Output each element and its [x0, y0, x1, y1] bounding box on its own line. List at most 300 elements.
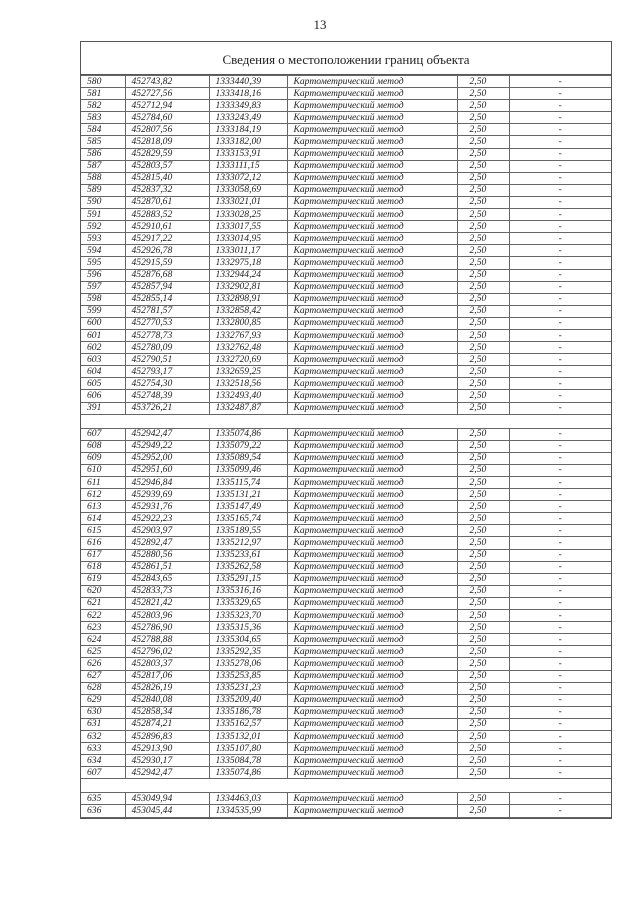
table-row — [81, 755, 611, 767]
description-cell: - — [509, 148, 611, 160]
method-cell: Картометрический метод — [287, 634, 457, 646]
x-coordinate-cell: 452778,73 — [125, 329, 209, 341]
x-coordinate-cell: 452803,96 — [125, 610, 209, 622]
y-coordinate-cell: 1333014,95 — [209, 233, 287, 245]
accuracy-cell: 2,50 — [457, 549, 509, 561]
x-coordinate-cell: 452712,94 — [125, 100, 209, 112]
accuracy-cell: 2,50 — [457, 342, 509, 354]
table-row — [81, 513, 611, 525]
method-cell: Картометрический метод — [287, 706, 457, 718]
point-number-cell: 614 — [81, 513, 125, 525]
table-row — [81, 305, 611, 317]
table-row — [81, 561, 611, 573]
x-coordinate-cell: 453045,44 — [125, 805, 209, 817]
method-cell: Картометрический метод — [287, 136, 457, 148]
point-number-cell: 609 — [81, 452, 125, 464]
x-coordinate-cell: 452857,94 — [125, 281, 209, 293]
accuracy-cell: 2,50 — [457, 793, 509, 805]
point-number-cell: 583 — [81, 112, 125, 124]
table-row — [81, 597, 611, 609]
point-number-cell: 581 — [81, 88, 125, 100]
table-row — [81, 501, 611, 513]
accuracy-cell: 2,50 — [457, 573, 509, 585]
y-coordinate-cell: 1332518,56 — [209, 378, 287, 390]
table-row — [81, 196, 611, 208]
accuracy-cell: 2,50 — [457, 610, 509, 622]
method-cell: Картометрический метод — [287, 148, 457, 160]
point-number-cell: 610 — [81, 464, 125, 476]
method-cell: Картометрический метод — [287, 257, 457, 269]
point-number-cell: 606 — [81, 390, 125, 402]
y-coordinate-cell: 1335186,78 — [209, 706, 287, 718]
y-coordinate-cell: 1335084,78 — [209, 755, 287, 767]
point-number-cell: 587 — [81, 160, 125, 172]
accuracy-cell: 2,50 — [457, 184, 509, 196]
accuracy-cell: 2,50 — [457, 755, 509, 767]
point-number-cell: 595 — [81, 257, 125, 269]
description-cell: - — [509, 634, 611, 646]
description-cell: - — [509, 477, 611, 489]
accuracy-cell: 2,50 — [457, 366, 509, 378]
y-coordinate-cell: 1335315,36 — [209, 622, 287, 634]
description-cell: - — [509, 428, 611, 440]
point-number-cell: 596 — [81, 269, 125, 281]
description-cell: - — [509, 658, 611, 670]
table-row — [81, 100, 611, 112]
accuracy-cell: 2,50 — [457, 354, 509, 366]
x-coordinate-cell: 452917,22 — [125, 233, 209, 245]
table-row — [81, 160, 611, 172]
accuracy-cell: 2,50 — [457, 646, 509, 658]
x-coordinate-cell: 452815,40 — [125, 172, 209, 184]
method-cell: Картометрический метод — [287, 342, 457, 354]
table-row — [81, 184, 611, 196]
accuracy-cell: 2,50 — [457, 281, 509, 293]
method-cell: Картометрический метод — [287, 767, 457, 779]
point-number-cell: 619 — [81, 573, 125, 585]
x-coordinate-cell: 452942,47 — [125, 428, 209, 440]
x-coordinate-cell: 452876,68 — [125, 269, 209, 281]
description-cell: - — [509, 269, 611, 281]
table-row — [81, 585, 611, 597]
table-row — [81, 622, 611, 634]
table-row — [81, 464, 611, 476]
x-coordinate-cell: 452883,52 — [125, 209, 209, 221]
method-cell: Картометрический метод — [287, 793, 457, 805]
y-coordinate-cell: 1335292,35 — [209, 646, 287, 658]
description-cell: - — [509, 184, 611, 196]
method-cell: Картометрический метод — [287, 124, 457, 136]
description-cell: - — [509, 233, 611, 245]
y-coordinate-cell: 1333072,12 — [209, 172, 287, 184]
description-cell: - — [509, 730, 611, 742]
method-cell: Картометрический метод — [287, 184, 457, 196]
method-cell: Картометрический метод — [287, 585, 457, 597]
description-cell: - — [509, 805, 611, 817]
description-cell: - — [509, 610, 611, 622]
point-number-cell: 611 — [81, 477, 125, 489]
description-cell: - — [509, 76, 611, 88]
y-coordinate-cell: 1332944,24 — [209, 269, 287, 281]
method-cell: Картометрический метод — [287, 196, 457, 208]
point-number-cell: 625 — [81, 646, 125, 658]
x-coordinate-cell: 452930,17 — [125, 755, 209, 767]
method-cell: Картометрический метод — [287, 100, 457, 112]
y-coordinate-cell: 1333021,01 — [209, 196, 287, 208]
accuracy-cell: 2,50 — [457, 148, 509, 160]
accuracy-cell: 2,50 — [457, 402, 509, 414]
accuracy-cell: 2,50 — [457, 477, 509, 489]
x-coordinate-cell: 452870,61 — [125, 196, 209, 208]
y-coordinate-cell: 1335165,74 — [209, 513, 287, 525]
y-coordinate-cell: 1335209,40 — [209, 694, 287, 706]
y-coordinate-cell: 1333184,19 — [209, 124, 287, 136]
point-number-cell: 613 — [81, 501, 125, 513]
accuracy-cell: 2,50 — [457, 767, 509, 779]
y-coordinate-cell: 1333017,55 — [209, 221, 287, 233]
table-row — [81, 670, 611, 682]
accuracy-cell: 2,50 — [457, 172, 509, 184]
x-coordinate-cell: 453726,21 — [125, 402, 209, 414]
accuracy-cell: 2,50 — [457, 513, 509, 525]
x-coordinate-cell: 452843,65 — [125, 573, 209, 585]
description-cell: - — [509, 342, 611, 354]
point-number-cell: 607 — [81, 767, 125, 779]
point-number-cell: 593 — [81, 233, 125, 245]
table-row — [81, 549, 611, 561]
y-coordinate-cell: 1334463,03 — [209, 793, 287, 805]
y-coordinate-cell: 1332720,69 — [209, 354, 287, 366]
description-cell: - — [509, 718, 611, 730]
y-coordinate-cell: 1332858,42 — [209, 305, 287, 317]
description-cell: - — [509, 305, 611, 317]
x-coordinate-cell: 452896,83 — [125, 730, 209, 742]
point-number-cell: 630 — [81, 706, 125, 718]
method-cell: Картометрический метод — [287, 305, 457, 317]
method-cell: Картометрический метод — [287, 682, 457, 694]
description-cell: - — [509, 706, 611, 718]
y-coordinate-cell: 1335304,65 — [209, 634, 287, 646]
description-cell: - — [509, 793, 611, 805]
table-row — [81, 245, 611, 257]
method-cell: Картометрический метод — [287, 378, 457, 390]
x-coordinate-cell: 452949,22 — [125, 440, 209, 452]
x-coordinate-cell: 452829,59 — [125, 148, 209, 160]
x-coordinate-cell: 452807,56 — [125, 124, 209, 136]
x-coordinate-cell: 452743,82 — [125, 76, 209, 88]
table-row — [81, 257, 611, 269]
y-coordinate-cell: 1335074,86 — [209, 428, 287, 440]
accuracy-cell: 2,50 — [457, 805, 509, 817]
point-number-cell: 616 — [81, 537, 125, 549]
y-coordinate-cell: 1335189,55 — [209, 525, 287, 537]
point-number-cell: 603 — [81, 354, 125, 366]
accuracy-cell: 2,50 — [457, 561, 509, 573]
y-coordinate-cell: 1335323,70 — [209, 610, 287, 622]
description-cell: - — [509, 124, 611, 136]
table-row — [81, 452, 611, 464]
point-number-cell: 629 — [81, 694, 125, 706]
x-coordinate-cell: 452880,56 — [125, 549, 209, 561]
accuracy-cell: 2,50 — [457, 88, 509, 100]
table-row — [81, 342, 611, 354]
point-number-cell: 624 — [81, 634, 125, 646]
table-row — [81, 281, 611, 293]
point-number-cell: 607 — [81, 428, 125, 440]
accuracy-cell: 2,50 — [457, 124, 509, 136]
x-coordinate-cell: 453049,94 — [125, 793, 209, 805]
method-cell: Картометрический метод — [287, 646, 457, 658]
point-number-cell: 634 — [81, 755, 125, 767]
method-cell: Картометрический метод — [287, 549, 457, 561]
x-coordinate-cell: 452858,34 — [125, 706, 209, 718]
y-coordinate-cell: 1332767,93 — [209, 329, 287, 341]
accuracy-cell: 2,50 — [457, 293, 509, 305]
description-cell: - — [509, 489, 611, 501]
point-number-cell: 599 — [81, 305, 125, 317]
block-separator — [81, 779, 611, 793]
point-number-cell: 621 — [81, 597, 125, 609]
method-cell: Картометрический метод — [287, 464, 457, 476]
accuracy-cell: 2,50 — [457, 100, 509, 112]
y-coordinate-cell: 1333243,49 — [209, 112, 287, 124]
point-number-cell: 615 — [81, 525, 125, 537]
point-number-cell: 582 — [81, 100, 125, 112]
table-row — [81, 477, 611, 489]
table-row — [81, 76, 611, 88]
table-row — [81, 428, 611, 440]
y-coordinate-cell: 1335131,21 — [209, 489, 287, 501]
table-row — [81, 402, 611, 414]
description-cell: - — [509, 112, 611, 124]
x-coordinate-cell: 452754,30 — [125, 378, 209, 390]
description-cell: - — [509, 209, 611, 221]
y-coordinate-cell: 1332659,25 — [209, 366, 287, 378]
description-cell: - — [509, 670, 611, 682]
accuracy-cell: 2,50 — [457, 622, 509, 634]
accuracy-cell: 2,50 — [457, 160, 509, 172]
method-cell: Картометрический метод — [287, 233, 457, 245]
coordinates-table-body — [81, 76, 611, 818]
table-row — [81, 743, 611, 755]
x-coordinate-cell: 452942,47 — [125, 767, 209, 779]
table-row — [81, 329, 611, 341]
table-row — [81, 148, 611, 160]
x-coordinate-cell: 452926,78 — [125, 245, 209, 257]
table-row — [81, 317, 611, 329]
description-cell: - — [509, 245, 611, 257]
accuracy-cell: 2,50 — [457, 245, 509, 257]
table-row — [81, 269, 611, 281]
x-coordinate-cell: 452788,88 — [125, 634, 209, 646]
method-cell: Картометрический метод — [287, 658, 457, 670]
table-row — [81, 793, 611, 805]
method-cell: Картометрический метод — [287, 489, 457, 501]
accuracy-cell: 2,50 — [457, 718, 509, 730]
boundary-table-sheet — [80, 41, 612, 819]
point-number-cell: 622 — [81, 610, 125, 622]
accuracy-cell: 2,50 — [457, 585, 509, 597]
method-cell: Картометрический метод — [287, 76, 457, 88]
x-coordinate-cell: 452837,32 — [125, 184, 209, 196]
table-row — [81, 610, 611, 622]
y-coordinate-cell: 1332800,85 — [209, 317, 287, 329]
x-coordinate-cell: 452803,37 — [125, 658, 209, 670]
accuracy-cell: 2,50 — [457, 428, 509, 440]
method-cell: Картометрический метод — [287, 172, 457, 184]
description-cell: - — [509, 366, 611, 378]
description-cell: - — [509, 329, 611, 341]
x-coordinate-cell: 452790,51 — [125, 354, 209, 366]
x-coordinate-cell: 452951,60 — [125, 464, 209, 476]
accuracy-cell: 2,50 — [457, 136, 509, 148]
method-cell: Картометрический метод — [287, 610, 457, 622]
point-number-cell: 602 — [81, 342, 125, 354]
point-number-cell: 592 — [81, 221, 125, 233]
y-coordinate-cell: 1335079,22 — [209, 440, 287, 452]
point-number-cell: 584 — [81, 124, 125, 136]
description-cell: - — [509, 100, 611, 112]
point-number-cell: 617 — [81, 549, 125, 561]
table-row — [81, 124, 611, 136]
table-row — [81, 221, 611, 233]
description-cell: - — [509, 646, 611, 658]
accuracy-cell: 2,50 — [457, 257, 509, 269]
accuracy-cell: 2,50 — [457, 597, 509, 609]
accuracy-cell: 2,50 — [457, 269, 509, 281]
point-number-cell: 627 — [81, 670, 125, 682]
point-number-cell: 623 — [81, 622, 125, 634]
table-row — [81, 378, 611, 390]
table-row — [81, 634, 611, 646]
table-row — [81, 646, 611, 658]
accuracy-cell: 2,50 — [457, 390, 509, 402]
method-cell: Картометрический метод — [287, 293, 457, 305]
table-row — [81, 730, 611, 742]
method-cell: Картометрический метод — [287, 245, 457, 257]
y-coordinate-cell: 1335107,80 — [209, 743, 287, 755]
table-row — [81, 172, 611, 184]
x-coordinate-cell: 452781,57 — [125, 305, 209, 317]
point-number-cell: 608 — [81, 440, 125, 452]
point-number-cell: 605 — [81, 378, 125, 390]
x-coordinate-cell: 452833,73 — [125, 585, 209, 597]
method-cell: Картометрический метод — [287, 694, 457, 706]
y-coordinate-cell: 1333058,69 — [209, 184, 287, 196]
table-row — [81, 767, 611, 779]
accuracy-cell: 2,50 — [457, 670, 509, 682]
point-number-cell: 598 — [81, 293, 125, 305]
point-number-cell: 635 — [81, 793, 125, 805]
y-coordinate-cell: 1335115,74 — [209, 477, 287, 489]
point-number-cell: 628 — [81, 682, 125, 694]
method-cell: Картометрический метод — [287, 112, 457, 124]
method-cell: Картометрический метод — [287, 597, 457, 609]
method-cell: Картометрический метод — [287, 354, 457, 366]
accuracy-cell: 2,50 — [457, 112, 509, 124]
x-coordinate-cell: 452770,53 — [125, 317, 209, 329]
point-number-cell: 636 — [81, 805, 125, 817]
accuracy-cell: 2,50 — [457, 209, 509, 221]
accuracy-cell: 2,50 — [457, 743, 509, 755]
table-row — [81, 136, 611, 148]
y-coordinate-cell: 1332898,91 — [209, 293, 287, 305]
x-coordinate-cell: 452727,56 — [125, 88, 209, 100]
point-number-cell: 590 — [81, 196, 125, 208]
accuracy-cell: 2,50 — [457, 730, 509, 742]
accuracy-cell: 2,50 — [457, 706, 509, 718]
table-row — [81, 682, 611, 694]
description-cell: - — [509, 767, 611, 779]
description-cell: - — [509, 501, 611, 513]
y-coordinate-cell: 1335212,97 — [209, 537, 287, 549]
table-row — [81, 293, 611, 305]
accuracy-cell: 2,50 — [457, 196, 509, 208]
y-coordinate-cell: 1333349,83 — [209, 100, 287, 112]
separator-cell — [81, 779, 611, 793]
method-cell: Картометрический метод — [287, 269, 457, 281]
description-cell: - — [509, 513, 611, 525]
y-coordinate-cell: 1333440,39 — [209, 76, 287, 88]
y-coordinate-cell: 1335162,57 — [209, 718, 287, 730]
y-coordinate-cell: 1332493,40 — [209, 390, 287, 402]
accuracy-cell: 2,50 — [457, 378, 509, 390]
method-cell: Картометрический метод — [287, 221, 457, 233]
y-coordinate-cell: 1335089,54 — [209, 452, 287, 464]
point-number-cell: 580 — [81, 76, 125, 88]
point-number-cell: 586 — [81, 148, 125, 160]
description-cell: - — [509, 537, 611, 549]
method-cell: Картометрический метод — [287, 452, 457, 464]
point-number-cell: 597 — [81, 281, 125, 293]
x-coordinate-cell: 452910,61 — [125, 221, 209, 233]
y-coordinate-cell: 1335231,23 — [209, 682, 287, 694]
separator-cell — [81, 414, 611, 428]
table-row — [81, 718, 611, 730]
method-cell: Картометрический метод — [287, 537, 457, 549]
method-cell: Картометрический метод — [287, 513, 457, 525]
description-cell: - — [509, 573, 611, 585]
y-coordinate-cell: 1335147,49 — [209, 501, 287, 513]
table-row — [81, 233, 611, 245]
y-coordinate-cell: 1334535,99 — [209, 805, 287, 817]
x-coordinate-cell: 452903,97 — [125, 525, 209, 537]
point-number-cell: 601 — [81, 329, 125, 341]
method-cell: Картометрический метод — [287, 805, 457, 817]
table-row — [81, 525, 611, 537]
description-cell: - — [509, 549, 611, 561]
description-cell: - — [509, 136, 611, 148]
method-cell: Картометрический метод — [287, 561, 457, 573]
x-coordinate-cell: 452780,09 — [125, 342, 209, 354]
y-coordinate-cell: 1332487,87 — [209, 402, 287, 414]
point-number-cell: 391 — [81, 402, 125, 414]
accuracy-cell: 2,50 — [457, 634, 509, 646]
accuracy-cell: 2,50 — [457, 537, 509, 549]
table-row — [81, 354, 611, 366]
method-cell: Картометрический метод — [287, 402, 457, 414]
table-row — [81, 366, 611, 378]
block-separator — [81, 414, 611, 428]
method-cell: Картометрический метод — [287, 209, 457, 221]
x-coordinate-cell: 452817,06 — [125, 670, 209, 682]
coordinates-table — [81, 75, 611, 818]
table-row — [81, 88, 611, 100]
y-coordinate-cell: 1335278,06 — [209, 658, 287, 670]
description-cell: - — [509, 585, 611, 597]
description-cell: - — [509, 281, 611, 293]
method-cell: Картометрический метод — [287, 88, 457, 100]
